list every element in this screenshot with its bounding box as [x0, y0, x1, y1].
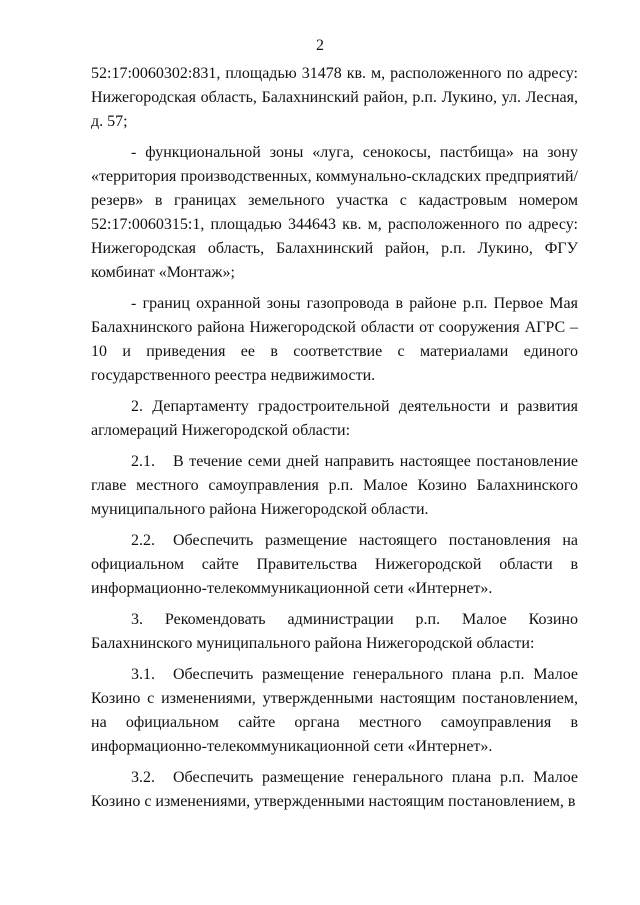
paragraph-text: - функциональной зоны «луга, сенокосы, пастбища» на зону «территория производственных, коммунально-складских предприятий/резерв» в границах земельного участка с кадастровым номером 52:17:0060315:1, площадью 344643 кв. м, расположенного по адресу: Нижегородская область, Балахнинский район, р.п. Лукино, ФГУ комбинат «Монтаж»; [91, 144, 578, 281]
paragraph-item-2-2 [91, 529, 578, 601]
paragraph-text: 3. Рекомендовать администрации р.п. Малое Козино Балахнинского муниципального района Нижегородской области: [91, 611, 578, 652]
paragraph-text: Обеспечить размещение генерального плана р.п. Малое Козино с изменениями, утвержденными настоящим постановлением, в [91, 769, 578, 810]
page-number: 2 [316, 37, 324, 54]
paragraph-text: Обеспечить размещение настоящего постановления на официальном сайте Правительства Нижегородской области в информационно-телекоммуникационной сети «Интернет». [91, 532, 578, 597]
paragraph-item-2-1 [91, 450, 578, 522]
paragraph-gas-pipeline-zone [91, 292, 578, 388]
paragraph-text: 52:17:0060302:831, площадью 31478 кв. м, расположенного по адресу: Нижегородская область, Балахнинский район, р.п. Лукино, ул. Лесная, д. 57; [91, 65, 578, 130]
item-number: 2.1. [131, 453, 155, 470]
paragraph-functional-zone [91, 141, 578, 285]
document-body [91, 62, 578, 821]
paragraph-text: В течение семи дней направить настоящее постановление главе местного самоуправления р.п. Малое Козино Балахнинского муниципального района Нижегородской области. [91, 453, 578, 518]
item-number: 2.2. [131, 532, 155, 549]
paragraph-text: 2. Департаменту градостроительной деятельности и развития агломераций Нижегородской области: [91, 398, 578, 439]
paragraph-continuation [91, 62, 578, 134]
paragraph-item-3-2 [91, 766, 578, 814]
paragraph-item-3 [91, 608, 578, 656]
paragraph-text: - границ охранной зоны газопровода в районе р.п. Первое Мая Балахнинского района Нижегородской области от сооружения АГРС – 10 и приведения ее в соответствие с материалами единого государственного реестра недвижимости. [91, 295, 578, 384]
paragraph-item-3-1 [91, 663, 578, 759]
item-number: 3.1. [131, 666, 155, 683]
item-number: 3.2. [131, 769, 155, 786]
paragraph-text: Обеспечить размещение генерального плана р.п. Малое Козино с изменениями, утвержденными настоящим постановлением, на официальном сайте органа местного самоуправления в информационно-телекоммуникационной сети «Интернет». [91, 666, 578, 755]
paragraph-item-2 [91, 395, 578, 443]
